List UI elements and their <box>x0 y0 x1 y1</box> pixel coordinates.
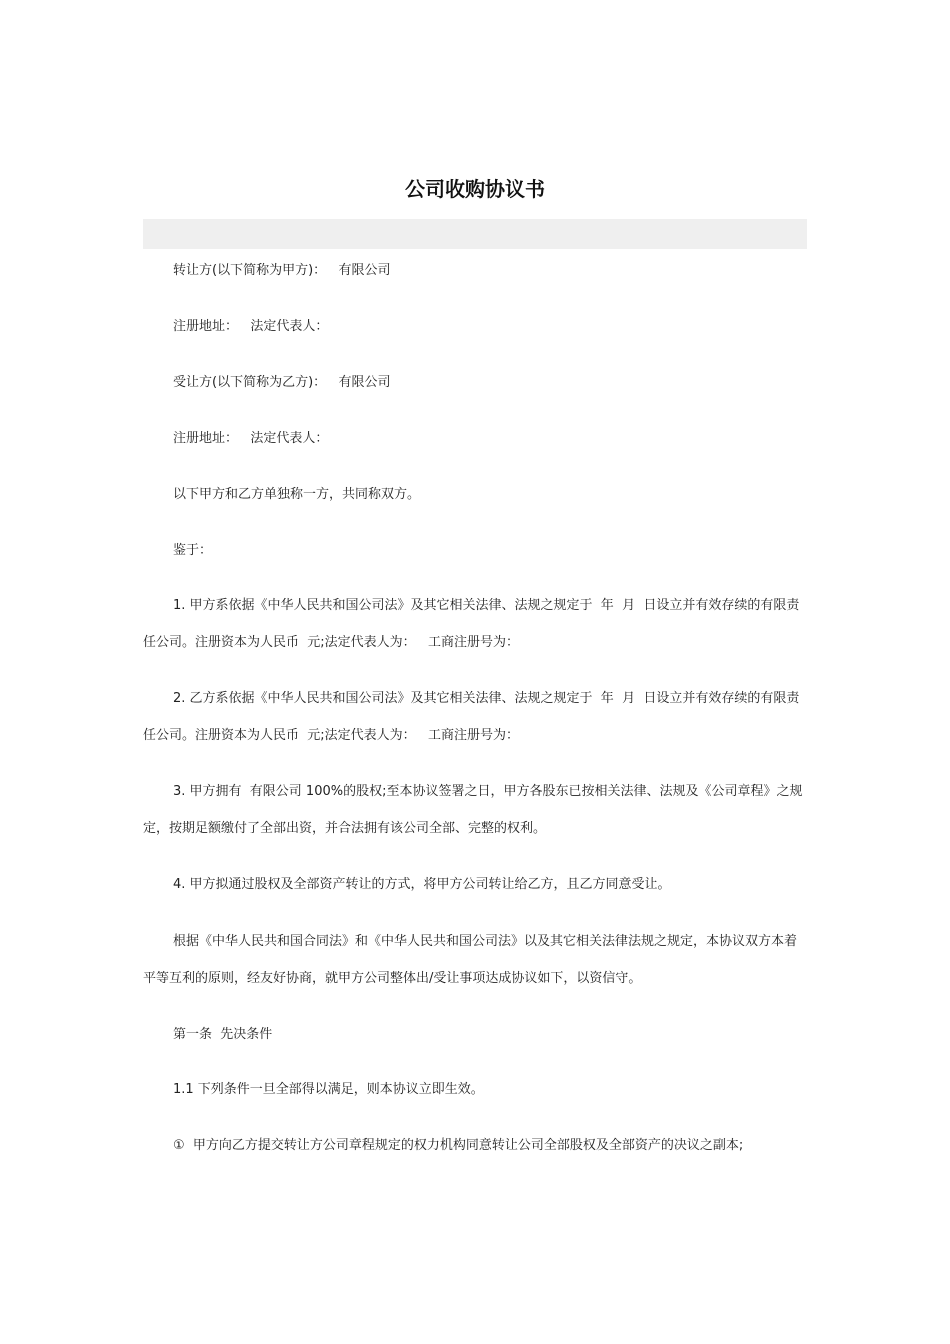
document-title: 公司收购协议书 <box>405 177 545 201</box>
transferor-line: 转让方(以下简称为甲方)： 有限公司 <box>173 263 391 278</box>
recital-3: 3. 甲方拥有 有限公司 100%的股权;至本协议签署之日，甲方各股东已按相关法律、法规及《公司章程》之规定，按期足额缴付了全部出资，并合法拥有该公司全部、完整的权利。 <box>143 784 803 836</box>
recital-4: 4. 甲方拟通过股权及全部资产转让的方式，将甲方公司转让给乙方，且乙方同意受让。 <box>173 877 671 892</box>
clause-1-1: 1.1 下列条件一旦全部得以满足，则本协议立即生效。 <box>173 1082 484 1097</box>
recital-1: 1. 甲方系依据《中华人民共和国公司法》及其它相关法律、法规之规定于 年 月 日设立并有效存续的有限责任公司。注册资本为人民币 元;法定代表人为： 工商注册号为： <box>143 598 800 650</box>
transferee-address-line: 注册地址： 法定代表人： <box>173 431 329 446</box>
condition-item-1: ① 甲方向乙方提交转让方公司章程规定的权力机构同意转让公司全部股权及全部资产的决议之副本; <box>173 1138 744 1153</box>
agreement-preamble: 根据《中华人民共和国合同法》和《中华人民共和国公司法》以及其它相关法律法规之规定，本协议双方本着平等互利的原则，经友好协商，就甲方公司整体出/受让事项达成协议如下，以资信守。 <box>143 934 798 986</box>
article-1-heading: 第一条 先决条件 <box>173 1027 273 1042</box>
recital-2: 2. 乙方系依据《中华人民共和国公司法》及其它相关法律、法规之规定于 年 月 日设立并有效存续的有限责任公司。注册资本为人民币 元;法定代表人为： 工商注册号为： <box>143 691 800 743</box>
title-separator-band <box>143 219 807 249</box>
parties-definition: 以下甲方和乙方单独称一方，共同称双方。 <box>173 487 421 502</box>
transferor-address-line: 注册地址： 法定代表人： <box>173 319 329 334</box>
whereas-heading: 鉴于： <box>173 543 213 558</box>
transferee-line: 受让方(以下简称为乙方)： 有限公司 <box>173 375 391 390</box>
